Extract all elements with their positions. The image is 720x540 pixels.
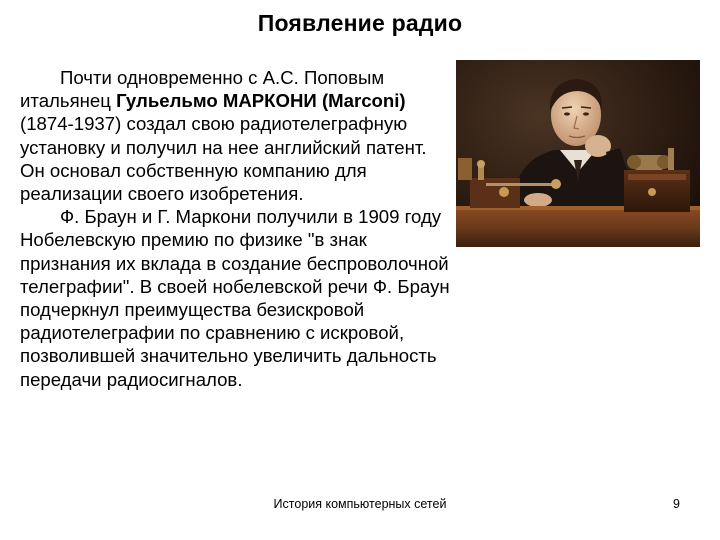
paragraph-marconi (20, 66, 452, 205)
page-number: 9 (673, 497, 680, 511)
footer-course-title: История компьютерных сетей (273, 497, 447, 511)
marconi-photo (456, 60, 700, 247)
slide-title: Появление радио (257, 10, 463, 36)
paragraph-marconi-intro: Почти одновременно с А.С. Поповым итальянец (20, 67, 385, 112)
marconi-name: Гульельмо МАРКОНИ (Marconi) (116, 90, 406, 112)
body-text (20, 66, 452, 391)
paragraph-marconi-rest: (1874-1937) создал свою радиотелеграфную установку и получил на нее английский патент. Он основал собственную компанию для реализации своего изобретения. (20, 113, 427, 205)
paragraph-nobel-prize: Ф. Браун и Г. Маркони получили в 1909 году Нобелевскую премию по физике "в знак признания их вклада в создание беспроволочной телеграфии". В своей нобелевской речи Ф. Браун подчеркнул преимущества безискровой радиотелеграфии по сравнению с искровой, позволившей значительно увеличить дальность передачи радиосигналов. (20, 206, 450, 390)
